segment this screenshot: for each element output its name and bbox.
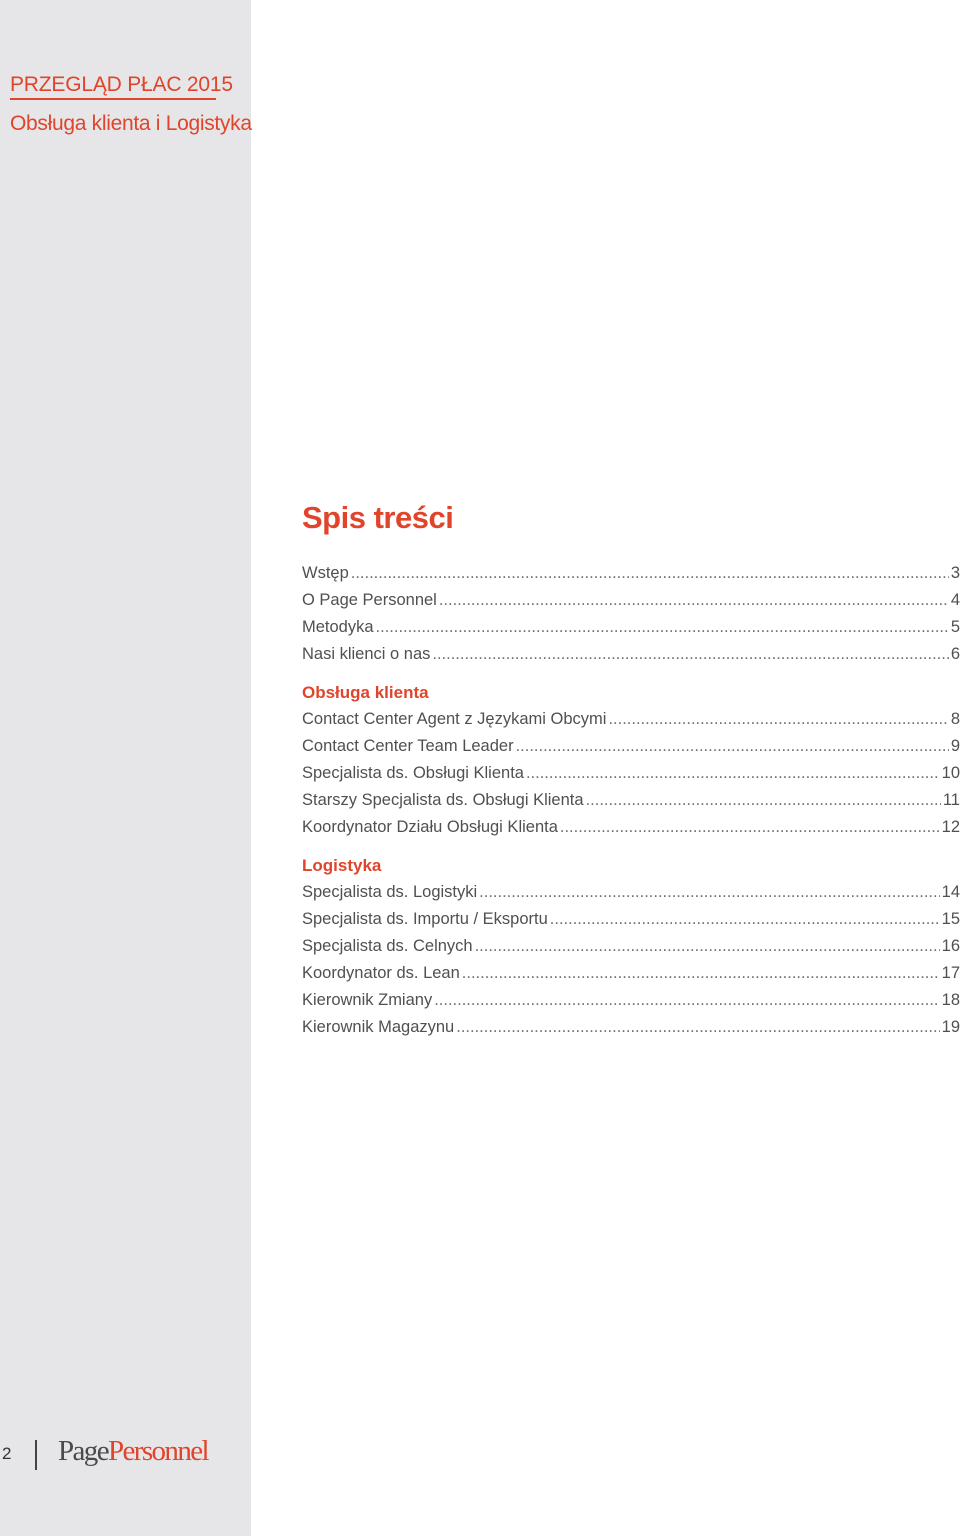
toc-item-label: Kierownik Magazynu [302,1018,455,1036]
toc-item-page: 14 [941,883,960,901]
report-title: PRZEGLĄD PŁAC 2015 [10,72,216,100]
toc-item-nasi-klienci[interactable] [302,641,960,668]
toc-item-label: Specjalista ds. Importu / Eksportu [302,910,548,928]
toc-item-label: Contact Center Agent z Językami Obcymi [302,710,607,728]
toc-item-metodyka[interactable] [302,614,960,641]
toc-item-specjalista-importu-eksportu[interactable] [302,906,960,933]
toc-item-page: 10 [941,764,960,782]
toc-leader-dots [432,641,948,668]
footer-divider [35,1440,37,1470]
toc-leader-dots [586,787,941,814]
toc-item-label: Specjalista ds. Logistyki [302,883,478,901]
toc-item-label: Kierownik Zmiany [302,991,433,1009]
toc-leader-dots [475,933,940,960]
toc-item-label: Specjalista ds. Celnych [302,937,473,955]
toc-item-label: Koordynator ds. Lean [302,964,460,982]
logo-page-text: Page [58,1435,108,1467]
toc-item-koordynator-dzialu[interactable] [302,814,960,841]
toc-item-contact-center-agent[interactable] [302,706,960,733]
toc-item-label: Metodyka [302,618,374,636]
section-gap [302,841,960,853]
toc-item-kierownik-zmiany[interactable] [302,987,960,1014]
table-of-contents [302,498,960,1041]
section-gap [302,668,960,680]
toc-item-contact-center-team-leader[interactable] [302,733,960,760]
toc-item-label: Wstęp [302,564,349,582]
toc-item-wstep[interactable] [302,560,960,587]
toc-item-page: 9 [950,737,960,755]
report-subtitle: Obsługa klienta i Logistyka [10,112,252,135]
toc-leader-dots [526,760,940,787]
toc-leader-dots [351,560,949,587]
toc-heading: Spis treści [302,500,454,535]
toc-item-page: 5 [950,618,960,636]
toc-item-kierownik-magazynu[interactable] [302,1014,960,1041]
toc-item-page: 19 [941,1018,960,1036]
toc-leader-dots [376,614,949,641]
toc-leader-dots [608,706,948,733]
toc-leader-dots [550,906,940,933]
toc-item-page: 18 [941,991,960,1009]
toc-leader-dots [516,733,949,760]
sidebar [0,0,251,1536]
toc-item-label: O Page Personnel [302,591,437,609]
toc-item-page: 12 [941,818,960,836]
toc-item-page: 11 [942,791,960,809]
toc-item-label: Specjalista ds. Obsługi Klienta [302,764,524,782]
toc-item-specjalista-obslugi-klienta[interactable] [302,760,960,787]
toc-leader-dots [479,879,939,906]
toc-leader-dots [560,814,940,841]
toc-leader-dots [434,987,939,1014]
toc-item-page: 3 [950,564,960,582]
toc-item-page: 8 [950,710,960,728]
page-personnel-logo [58,1435,208,1468]
page-number: 2 [2,1444,12,1463]
toc-item-label: Nasi klienci o nas [302,645,431,663]
toc-leader-dots [456,1014,939,1041]
toc-leader-dots [439,587,949,614]
toc-section-title-logistyka: Logistyka [302,856,382,875]
toc-section-list-obsluga-klienta [302,706,960,841]
toc-item-koordynator-lean[interactable] [302,960,960,987]
toc-item-page: 4 [950,591,960,609]
toc-item-label: Koordynator Działu Obsługi Klienta [302,818,558,836]
toc-item-label: Starszy Specjalista ds. Obsługi Klienta [302,791,584,809]
toc-item-page: 6 [950,645,960,663]
toc-section-title-obsluga-klienta: Obsługa klienta [302,683,429,702]
toc-item-page: 16 [941,937,960,955]
toc-item-specjalista-celnych[interactable] [302,933,960,960]
toc-item-starszy-specjalista[interactable] [302,787,960,814]
toc-leader-dots [462,960,940,987]
toc-item-label: Contact Center Team Leader [302,737,514,755]
toc-section-list-logistyka [302,879,960,1041]
toc-item-page: 15 [941,910,960,928]
toc-item-specjalista-logistyki[interactable] [302,879,960,906]
toc-intro-list [302,560,960,668]
toc-item-page: 17 [941,964,960,982]
logo-personnel-text: Personnel [107,1435,208,1467]
toc-item-o-page-personnel[interactable] [302,587,960,614]
